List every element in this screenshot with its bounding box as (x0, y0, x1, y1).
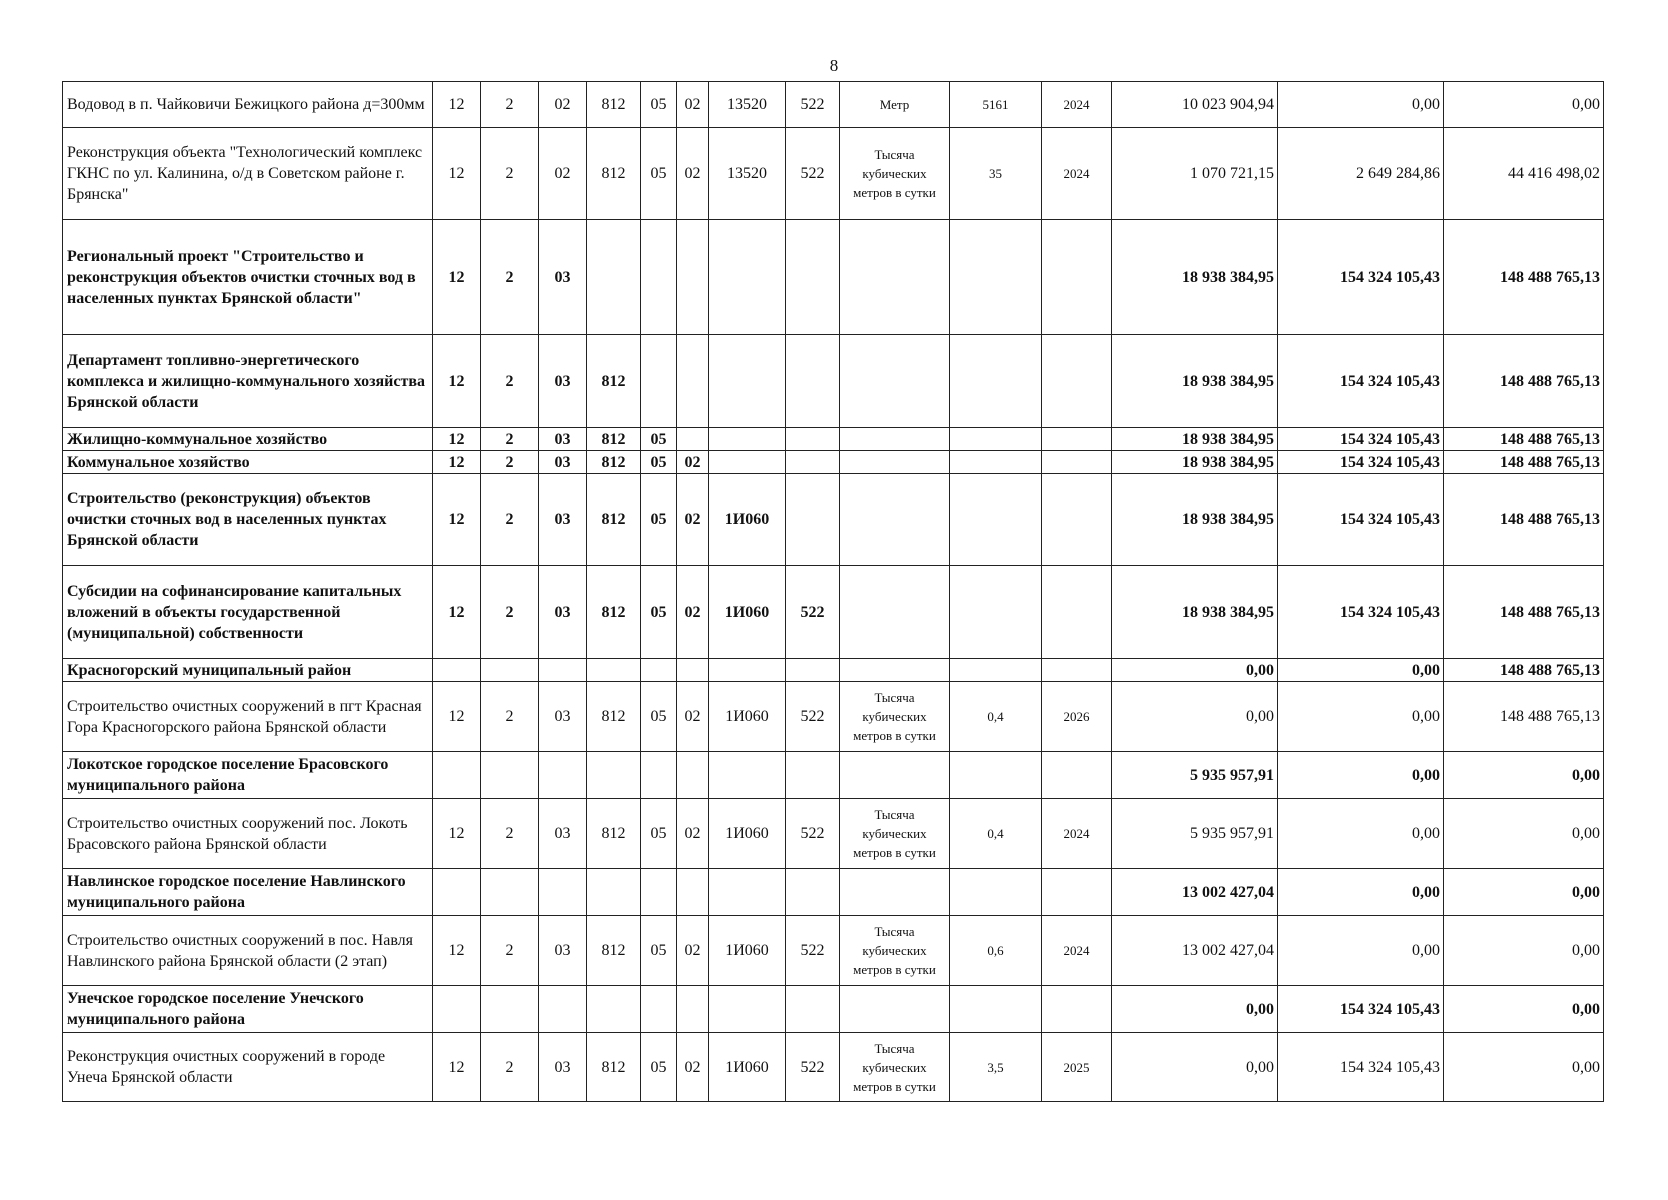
cell-year: 2024 (1042, 799, 1112, 869)
cell-sum-1: 1 070 721,15 (1112, 128, 1278, 220)
cell-sum-2: 154 324 105,43 (1278, 986, 1444, 1033)
cell-name: Реконструкция объекта "Технологический комплекс ГКНС по ул. Калинина, о/д в Советском районе г. Брянска" (63, 128, 433, 220)
cell-unit (840, 335, 950, 428)
cell-code-8 (786, 986, 840, 1033)
cell-code-4: 812 (587, 799, 641, 869)
cell-code-4: 812 (587, 128, 641, 220)
table-row (63, 682, 1604, 752)
cell-code-6 (677, 428, 709, 451)
cell-code-1: 12 (433, 566, 481, 659)
cell-year (1042, 451, 1112, 474)
cell-name: Красногорский муниципальный район (63, 659, 433, 682)
cell-code-4 (587, 752, 641, 799)
table-row (63, 566, 1604, 659)
cell-code-5 (641, 869, 677, 916)
cell-code-3: 03 (539, 799, 587, 869)
cell-unit: Тысяча кубических метров в сутки (840, 682, 950, 752)
cell-capacity (950, 752, 1042, 799)
cell-code-2 (481, 986, 539, 1033)
cell-sum-2: 154 324 105,43 (1278, 474, 1444, 566)
cell-code-4: 812 (587, 335, 641, 428)
table-row (63, 451, 1604, 474)
cell-sum-3: 44 416 498,02 (1444, 128, 1604, 220)
cell-sum-1: 5 935 957,91 (1112, 799, 1278, 869)
cell-sum-1: 0,00 (1112, 986, 1278, 1033)
cell-unit (840, 451, 950, 474)
cell-code-7 (709, 659, 786, 682)
table-row (63, 335, 1604, 428)
cell-name: Строительство очистных сооружений пос. Локоть Брасовского района Брянской области (63, 799, 433, 869)
cell-code-5: 05 (641, 474, 677, 566)
cell-code-3: 03 (539, 220, 587, 335)
cell-unit: Тысяча кубических метров в сутки (840, 916, 950, 986)
cell-sum-2: 154 324 105,43 (1278, 451, 1444, 474)
cell-code-8 (786, 220, 840, 335)
cell-capacity (950, 335, 1042, 428)
cell-year (1042, 986, 1112, 1033)
cell-sum-2: 0,00 (1278, 869, 1444, 916)
cell-code-7 (709, 451, 786, 474)
cell-code-6: 02 (677, 474, 709, 566)
cell-capacity (950, 451, 1042, 474)
cell-code-7: 1И060 (709, 799, 786, 869)
cell-code-2: 2 (481, 1033, 539, 1102)
cell-year: 2025 (1042, 1033, 1112, 1102)
cell-code-5: 05 (641, 82, 677, 128)
cell-code-6: 02 (677, 916, 709, 986)
cell-code-2: 2 (481, 128, 539, 220)
cell-sum-2: 0,00 (1278, 659, 1444, 682)
cell-code-5: 05 (641, 1033, 677, 1102)
table-body (63, 82, 1604, 1102)
cell-name: Региональный проект "Строительство и реконструкция объектов очистки сточных вод в населенных пунктах Брянской области" (63, 220, 433, 335)
cell-sum-2: 154 324 105,43 (1278, 220, 1444, 335)
cell-code-3: 02 (539, 128, 587, 220)
cell-code-2: 2 (481, 566, 539, 659)
budget-table (62, 81, 1604, 1102)
cell-code-2: 2 (481, 220, 539, 335)
cell-code-7: 1И060 (709, 682, 786, 752)
cell-code-3: 03 (539, 428, 587, 451)
cell-name: Навлинское городское поселение Навлинского муниципального района (63, 869, 433, 916)
cell-code-7 (709, 986, 786, 1033)
cell-code-7: 1И060 (709, 566, 786, 659)
cell-sum-1: 18 938 384,95 (1112, 566, 1278, 659)
cell-code-8: 522 (786, 1033, 840, 1102)
cell-code-5: 05 (641, 566, 677, 659)
cell-code-4: 812 (587, 82, 641, 128)
cell-code-7 (709, 220, 786, 335)
table-row (63, 82, 1604, 128)
cell-code-6 (677, 659, 709, 682)
cell-sum-1: 18 938 384,95 (1112, 451, 1278, 474)
cell-code-3: 03 (539, 474, 587, 566)
cell-year (1042, 752, 1112, 799)
cell-code-4: 812 (587, 682, 641, 752)
cell-name: Коммунальное хозяйство (63, 451, 433, 474)
cell-year: 2024 (1042, 128, 1112, 220)
cell-code-4: 812 (587, 916, 641, 986)
cell-sum-3: 148 488 765,13 (1444, 335, 1604, 428)
cell-year (1042, 335, 1112, 428)
cell-unit (840, 220, 950, 335)
cell-code-6: 02 (677, 682, 709, 752)
cell-code-4 (587, 869, 641, 916)
cell-code-5 (641, 986, 677, 1033)
cell-code-2: 2 (481, 335, 539, 428)
cell-code-6: 02 (677, 799, 709, 869)
cell-year (1042, 428, 1112, 451)
cell-year: 2026 (1042, 682, 1112, 752)
cell-code-2: 2 (481, 474, 539, 566)
cell-capacity (950, 659, 1042, 682)
cell-sum-3: 148 488 765,13 (1444, 566, 1604, 659)
cell-sum-2: 0,00 (1278, 752, 1444, 799)
cell-sum-2: 154 324 105,43 (1278, 428, 1444, 451)
cell-code-2: 2 (481, 799, 539, 869)
table-row (63, 428, 1604, 451)
cell-code-2 (481, 869, 539, 916)
table-row (63, 916, 1604, 986)
cell-code-1: 12 (433, 82, 481, 128)
cell-code-2 (481, 659, 539, 682)
cell-code-8: 522 (786, 128, 840, 220)
cell-capacity: 5161 (950, 82, 1042, 128)
cell-year (1042, 566, 1112, 659)
cell-code-1: 12 (433, 128, 481, 220)
cell-sum-1: 0,00 (1112, 659, 1278, 682)
table-row (63, 752, 1604, 799)
cell-code-1 (433, 659, 481, 682)
cell-sum-3: 148 488 765,13 (1444, 220, 1604, 335)
cell-code-8 (786, 474, 840, 566)
cell-sum-3: 0,00 (1444, 752, 1604, 799)
cell-name: Унечское городское поселение Унечского муниципального района (63, 986, 433, 1033)
cell-unit (840, 566, 950, 659)
cell-code-2: 2 (481, 916, 539, 986)
cell-code-6: 02 (677, 128, 709, 220)
cell-code-5: 05 (641, 451, 677, 474)
cell-code-1 (433, 869, 481, 916)
cell-unit (840, 752, 950, 799)
cell-sum-2: 154 324 105,43 (1278, 566, 1444, 659)
cell-year: 2024 (1042, 82, 1112, 128)
cell-sum-2: 0,00 (1278, 916, 1444, 986)
table-row (63, 128, 1604, 220)
cell-unit: Тысяча кубических метров в сутки (840, 128, 950, 220)
cell-code-8 (786, 869, 840, 916)
cell-code-5 (641, 335, 677, 428)
cell-name: Водовод в п. Чайковичи Бежицкого района д=300мм (63, 82, 433, 128)
cell-code-6 (677, 986, 709, 1033)
cell-code-8: 522 (786, 682, 840, 752)
cell-name: Строительство очистных сооружений в пгт Красная Гора Красногорского района Брянской области (63, 682, 433, 752)
cell-code-6: 02 (677, 566, 709, 659)
cell-capacity: 0,4 (950, 682, 1042, 752)
cell-name: Жилищно-коммунальное хозяйство (63, 428, 433, 451)
cell-code-7: 13520 (709, 82, 786, 128)
cell-year (1042, 474, 1112, 566)
cell-code-5: 05 (641, 128, 677, 220)
cell-sum-1: 18 938 384,95 (1112, 474, 1278, 566)
cell-code-5: 05 (641, 916, 677, 986)
cell-code-2: 2 (481, 82, 539, 128)
cell-sum-3: 0,00 (1444, 986, 1604, 1033)
cell-sum-1: 0,00 (1112, 1033, 1278, 1102)
cell-code-3: 02 (539, 82, 587, 128)
table-row (63, 1033, 1604, 1102)
cell-code-6 (677, 752, 709, 799)
cell-capacity (950, 474, 1042, 566)
cell-code-7 (709, 752, 786, 799)
cell-sum-3: 0,00 (1444, 1033, 1604, 1102)
cell-code-1: 12 (433, 220, 481, 335)
cell-code-1: 12 (433, 916, 481, 986)
cell-code-1: 12 (433, 335, 481, 428)
cell-code-7: 13520 (709, 128, 786, 220)
cell-name: Строительство (реконструкция) объектов очистки сточных вод в населенных пунктах Брянской области (63, 474, 433, 566)
cell-unit: Метр (840, 82, 950, 128)
cell-code-3: 03 (539, 1033, 587, 1102)
cell-code-4: 812 (587, 1033, 641, 1102)
page-number: 8 (829, 56, 839, 75)
cell-sum-3: 148 488 765,13 (1444, 428, 1604, 451)
cell-code-7: 1И060 (709, 916, 786, 986)
cell-code-7: 1И060 (709, 1033, 786, 1102)
cell-code-7 (709, 335, 786, 428)
cell-year (1042, 659, 1112, 682)
cell-code-2: 2 (481, 451, 539, 474)
cell-sum-3: 148 488 765,13 (1444, 451, 1604, 474)
cell-code-2: 2 (481, 682, 539, 752)
cell-sum-2: 0,00 (1278, 82, 1444, 128)
cell-code-8 (786, 451, 840, 474)
cell-code-3 (539, 869, 587, 916)
table-row (63, 799, 1604, 869)
cell-sum-1: 13 002 427,04 (1112, 916, 1278, 986)
cell-code-4 (587, 659, 641, 682)
cell-capacity (950, 220, 1042, 335)
table-row (63, 220, 1604, 335)
cell-sum-3: 0,00 (1444, 799, 1604, 869)
cell-code-8 (786, 428, 840, 451)
table-row (63, 474, 1604, 566)
cell-code-6: 02 (677, 82, 709, 128)
cell-code-4: 812 (587, 451, 641, 474)
cell-year (1042, 220, 1112, 335)
cell-sum-1: 10 023 904,94 (1112, 82, 1278, 128)
cell-unit (840, 474, 950, 566)
cell-name: Субсидии на софинансирование капитальных вложений в объекты государственной (муниципальной) собственности (63, 566, 433, 659)
cell-code-3: 03 (539, 682, 587, 752)
cell-sum-3: 148 488 765,13 (1444, 474, 1604, 566)
cell-code-1: 12 (433, 1033, 481, 1102)
cell-code-3 (539, 752, 587, 799)
cell-code-3 (539, 659, 587, 682)
cell-sum-1: 18 938 384,95 (1112, 220, 1278, 335)
cell-code-7 (709, 428, 786, 451)
cell-code-4: 812 (587, 474, 641, 566)
cell-code-5: 05 (641, 799, 677, 869)
cell-code-8: 522 (786, 566, 840, 659)
cell-sum-3: 0,00 (1444, 916, 1604, 986)
cell-sum-1: 0,00 (1112, 682, 1278, 752)
cell-code-3: 03 (539, 916, 587, 986)
cell-unit (840, 659, 950, 682)
table-row (63, 659, 1604, 682)
cell-code-8 (786, 752, 840, 799)
cell-code-6: 02 (677, 451, 709, 474)
cell-code-2 (481, 752, 539, 799)
cell-code-5 (641, 752, 677, 799)
cell-code-1: 12 (433, 682, 481, 752)
cell-name: Локотское городское поселение Брасовского муниципального района (63, 752, 433, 799)
table-row (63, 986, 1604, 1033)
cell-code-1: 12 (433, 428, 481, 451)
cell-sum-1: 5 935 957,91 (1112, 752, 1278, 799)
cell-sum-2: 0,00 (1278, 682, 1444, 752)
cell-code-4 (587, 986, 641, 1033)
cell-code-8: 522 (786, 799, 840, 869)
cell-code-7 (709, 869, 786, 916)
cell-name: Строительство очистных сооружений в пос. Навля Навлинского района Брянской области (2 этап) (63, 916, 433, 986)
cell-code-3 (539, 986, 587, 1033)
cell-code-6 (677, 335, 709, 428)
cell-sum-1: 13 002 427,04 (1112, 869, 1278, 916)
cell-unit: Тысяча кубических метров в сутки (840, 1033, 950, 1102)
table-row (63, 869, 1604, 916)
cell-sum-3: 148 488 765,13 (1444, 682, 1604, 752)
cell-unit (840, 428, 950, 451)
cell-code-1: 12 (433, 451, 481, 474)
cell-code-8: 522 (786, 916, 840, 986)
cell-sum-3: 0,00 (1444, 869, 1604, 916)
cell-sum-3: 0,00 (1444, 82, 1604, 128)
cell-unit: Тысяча кубических метров в сутки (840, 799, 950, 869)
cell-code-8: 522 (786, 82, 840, 128)
cell-name: Департамент топливно-энергетического комплекса и жилищно-коммунального хозяйства Брянской области (63, 335, 433, 428)
cell-year: 2024 (1042, 916, 1112, 986)
cell-sum-1: 18 938 384,95 (1112, 428, 1278, 451)
cell-sum-2: 154 324 105,43 (1278, 335, 1444, 428)
cell-code-5 (641, 659, 677, 682)
cell-code-2: 2 (481, 428, 539, 451)
cell-sum-2: 2 649 284,86 (1278, 128, 1444, 220)
cell-code-5: 05 (641, 682, 677, 752)
cell-code-4: 812 (587, 566, 641, 659)
cell-capacity: 35 (950, 128, 1042, 220)
cell-code-6: 02 (677, 1033, 709, 1102)
cell-capacity (950, 986, 1042, 1033)
cell-code-8 (786, 659, 840, 682)
cell-unit (840, 986, 950, 1033)
cell-code-7: 1И060 (709, 474, 786, 566)
cell-capacity: 0,6 (950, 916, 1042, 986)
cell-unit (840, 869, 950, 916)
cell-code-6 (677, 220, 709, 335)
cell-code-3: 03 (539, 451, 587, 474)
cell-sum-2: 0,00 (1278, 799, 1444, 869)
cell-capacity (950, 428, 1042, 451)
cell-code-1: 12 (433, 474, 481, 566)
cell-code-8 (786, 335, 840, 428)
cell-code-6 (677, 869, 709, 916)
cell-sum-2: 154 324 105,43 (1278, 1033, 1444, 1102)
cell-name: Реконструкция очистных сооружений в городе Унеча Брянской области (63, 1033, 433, 1102)
cell-code-5: 05 (641, 428, 677, 451)
cell-code-3: 03 (539, 335, 587, 428)
cell-sum-3: 148 488 765,13 (1444, 659, 1604, 682)
cell-code-1 (433, 752, 481, 799)
cell-capacity (950, 566, 1042, 659)
cell-code-5 (641, 220, 677, 335)
cell-sum-1: 18 938 384,95 (1112, 335, 1278, 428)
cell-code-4 (587, 220, 641, 335)
cell-capacity: 3,5 (950, 1033, 1042, 1102)
cell-capacity (950, 869, 1042, 916)
cell-code-1 (433, 986, 481, 1033)
cell-code-3: 03 (539, 566, 587, 659)
cell-code-4: 812 (587, 428, 641, 451)
cell-capacity: 0,4 (950, 799, 1042, 869)
cell-year (1042, 869, 1112, 916)
cell-code-1: 12 (433, 799, 481, 869)
